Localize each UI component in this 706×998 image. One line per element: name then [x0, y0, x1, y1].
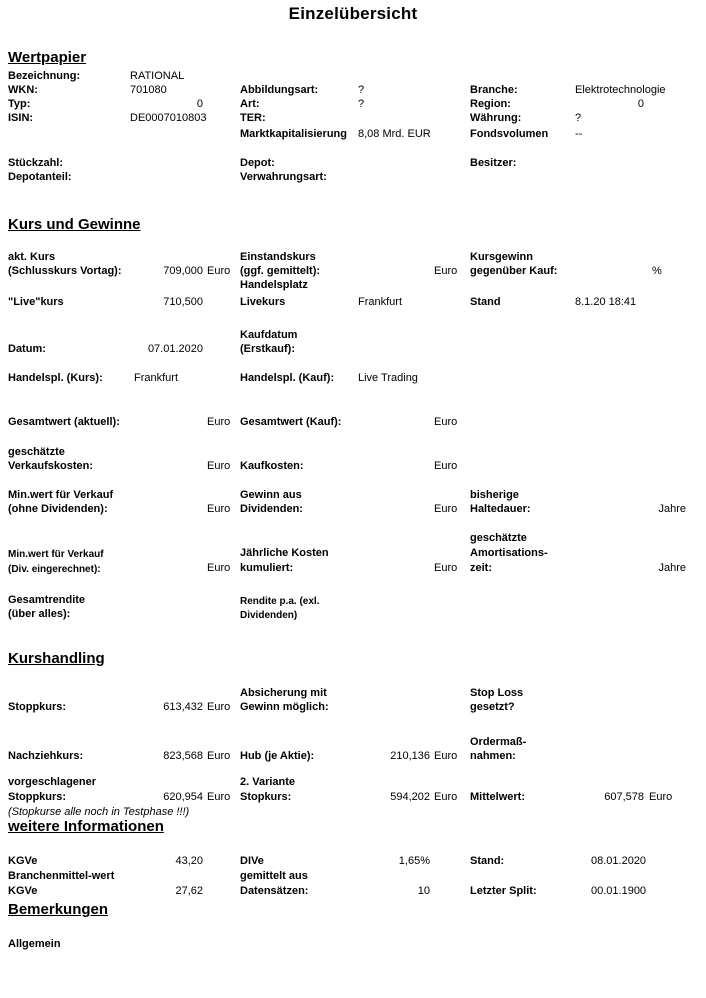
stoppkurs-value: 613,432: [163, 701, 203, 713]
livekurs-platz-value: Frankfurt: [358, 296, 403, 308]
verkaufskosten-label-2: Verkaufskosten:: [8, 460, 93, 472]
einstandskurs-label-2: (ggf. gemittelt):: [240, 265, 321, 277]
livekurs-platz-label: Livekurs: [240, 296, 286, 308]
ter-label: TER:: [240, 112, 266, 124]
marktkapitalisierung-label: Marktkapitalisierung: [240, 128, 347, 140]
mittelwert-value: 607,578: [604, 791, 644, 803]
handelspl-kauf-label: Handelspl. (Kauf):: [240, 372, 335, 384]
typ-label: Typ:: [8, 98, 31, 110]
page-title: Einzelübersicht: [288, 4, 418, 23]
section-heading-weitere-informationen: weitere Informationen: [8, 818, 164, 835]
gemittelt-label-1: gemittelt aus: [240, 870, 308, 882]
stoppkurs-label: Stoppkurs:: [8, 701, 67, 713]
datum-value: 07.01.2020: [147, 343, 203, 355]
jaehrliche-kosten-label-2: kumuliert:: [240, 562, 294, 574]
branche-value: Elektrotechnologie: [575, 84, 666, 96]
depot-label: Depot:: [240, 157, 275, 169]
gewinn-dividenden-label-1: Gewinn aus: [240, 489, 302, 501]
handelspl-kurs-label: Handelspl. (Kurs):: [8, 372, 103, 384]
nachziehkurs-label: Nachziehkurs:: [8, 750, 84, 762]
stand-value: 8.1.20 18:41: [575, 296, 637, 308]
wkn-label: WKN:: [8, 84, 38, 96]
letzter-split-label: Letzter Split:: [470, 885, 537, 897]
absicherung-label-1: Absicherung mit: [240, 687, 327, 699]
waehrung-label: Währung:: [470, 112, 522, 124]
gemittelt-label-2: Datensätzen:: [240, 885, 309, 897]
bezeichnung-value: RATIONAL: [130, 70, 185, 82]
hub-label: Hub (je Aktie):: [240, 750, 315, 762]
abbildungsart-label: Abbildungsart:: [240, 84, 319, 96]
handelsplatz-label: Handelsplatz: [240, 279, 308, 291]
akt-kurs-unit: Euro: [207, 265, 231, 277]
minwert1-label-2: (ohne Dividenden):: [8, 503, 108, 515]
verkaufskosten-unit: Euro: [207, 460, 231, 472]
wkn-value: 701080: [130, 84, 167, 96]
mittelwert-label: Mittelwert:: [470, 791, 525, 803]
ordermassnahmen-label-1: Ordermaß-: [470, 736, 527, 748]
gesamtwert-kauf-label: Gesamtwert (Kauf):: [240, 416, 342, 428]
section-heading-wertpapier: Wertpapier: [8, 49, 87, 66]
allgemein-subheading: Allgemein: [8, 938, 61, 950]
variante2-value: 594,202: [390, 791, 430, 803]
abbildungsart-value: ?: [358, 84, 365, 96]
gemittelt-value: 10: [417, 885, 430, 897]
akt-kurs-label-1: akt. Kurs: [8, 251, 56, 263]
datum-label: Datum:: [8, 343, 46, 355]
stueckzahl-label: Stückzahl:: [8, 157, 64, 169]
region-value: 0: [637, 98, 644, 110]
kgve-value: 43,20: [175, 855, 203, 867]
besitzer-label: Besitzer:: [470, 157, 517, 169]
vorgeschlagener-unit: Euro: [207, 791, 231, 803]
haltedauer-label-1: bisherige: [470, 489, 519, 501]
minwert2-unit: Euro: [207, 562, 231, 574]
amortisation-label-2: Amortisations-: [470, 547, 548, 559]
einstandskurs-unit: Euro: [434, 265, 458, 277]
kaufdatum-label-2: (Erstkauf):: [240, 343, 296, 355]
isin-value: DE0007010803: [130, 112, 207, 124]
art-value: ?: [358, 98, 365, 110]
minwert1-unit: Euro: [207, 503, 231, 515]
nachziehkurs-unit: Euro: [207, 750, 231, 762]
hub-unit: Euro: [434, 750, 458, 762]
verwahrungsart-label: Verwahrungsart:: [240, 171, 327, 183]
gesamtrendite-label-2: (über alles):: [8, 608, 71, 620]
amortisation-label-3: zeit:: [470, 562, 492, 574]
vorgeschlagener-label-2: Stoppkurs:: [8, 791, 67, 803]
gesamtwert-aktuell-unit: Euro: [207, 416, 231, 428]
absicherung-label-2: Gewinn möglich:: [240, 701, 329, 713]
branche-label: Branche:: [470, 84, 518, 96]
akt-kurs-label-2: (Schlusskurs Vortag):: [8, 265, 122, 277]
verkaufskosten-label-1: geschätzte: [8, 446, 65, 458]
kaufkosten-unit: Euro: [434, 460, 458, 472]
rendite-pa-label-1: Rendite p.a. (exl.: [240, 596, 320, 607]
livekurs-label: "Live"kurs: [8, 296, 64, 308]
gesamtwert-aktuell-label: Gesamtwert (aktuell):: [8, 416, 120, 428]
testphase-note: (Stopkurse alle noch in Testphase !!!): [8, 806, 190, 818]
section-heading-bemerkungen: Bemerkungen: [8, 901, 109, 918]
minwert2-label-1: Min.wert für Verkauf: [8, 549, 104, 560]
gesamtwert-kauf-unit: Euro: [434, 416, 458, 428]
region-label: Region:: [470, 98, 511, 110]
haltedauer-unit: Jahre: [658, 503, 686, 515]
haltedauer-label-2: Haltedauer:: [470, 503, 531, 515]
amortisation-unit: Jahre: [658, 562, 686, 574]
gesamtrendite-label-1: Gesamtrendite: [8, 594, 86, 606]
stand-label: Stand: [470, 296, 501, 308]
livekurs-value: 710,500: [163, 296, 203, 308]
variante2-label-1: 2. Variante: [240, 776, 296, 788]
kursgewinn-label-2: gegenüber Kauf:: [470, 265, 558, 277]
handelspl-kauf-value: Live Trading: [358, 372, 418, 384]
jaehrliche-kosten-unit: Euro: [434, 562, 458, 574]
kaufkosten-label: Kaufkosten:: [240, 460, 304, 472]
gewinn-dividenden-unit: Euro: [434, 503, 458, 515]
akt-kurs-value: 709,000: [163, 265, 203, 277]
fondsvolumen-label: Fondsvolumen: [470, 128, 549, 140]
marktkapitalisierung-value: 8,08 Mrd. EUR: [358, 128, 431, 140]
stoppkurs-unit: Euro: [207, 701, 231, 713]
kgve-label: KGVe: [8, 855, 38, 867]
depotanteil-label: Depotanteil:: [8, 171, 72, 183]
vorgeschlagener-value: 620,954: [163, 791, 203, 803]
hub-value: 210,136: [390, 750, 430, 762]
mittelwert-unit: Euro: [649, 791, 673, 803]
rendite-pa-label-2: Dividenden): [240, 610, 298, 621]
art-label: Art:: [240, 98, 260, 110]
variante2-label-2: Stopkurs:: [240, 791, 292, 803]
amortisation-label-1: geschätzte: [470, 532, 527, 544]
minwert1-label-1: Min.wert für Verkauf: [8, 489, 114, 501]
einstandskurs-label-1: Einstandskurs: [240, 251, 316, 263]
vorgeschlagener-label-1: vorgeschlagener: [8, 776, 97, 788]
gewinn-dividenden-label-2: Dividenden:: [240, 503, 303, 515]
jaehrliche-kosten-label-1: Jährliche Kosten: [240, 547, 329, 559]
handelspl-kurs-value: Frankfurt: [134, 372, 179, 384]
kursgewinn-label-1: Kursgewinn: [470, 251, 533, 263]
fondsvolumen-value: --: [575, 128, 583, 140]
ordermassnahmen-label-2: nahmen:: [470, 750, 516, 762]
nachziehkurs-value: 823,568: [163, 750, 203, 762]
variante2-unit: Euro: [434, 791, 458, 803]
kursgewinn-unit: %: [652, 265, 662, 277]
minwert2-label-2: (Div. eingerechnet):: [8, 564, 101, 575]
dive-value: 1,65%: [398, 855, 430, 867]
kaufdatum-label-1: Kaufdatum: [240, 329, 298, 341]
isin-label: ISIN:: [8, 112, 34, 124]
section-heading-kurs-und-gewinne: Kurs und Gewinne: [8, 216, 141, 233]
stoploss-label-1: Stop Loss: [470, 687, 524, 699]
stand2-value: 08.01.2020: [591, 855, 647, 867]
bezeichnung-label: Bezeichnung:: [8, 70, 81, 82]
branchenmittel-value: 27,62: [175, 885, 203, 897]
branchenmittel-label-2: KGVe: [8, 885, 38, 897]
stand2-label: Stand:: [470, 855, 505, 867]
waehrung-value: ?: [575, 112, 582, 124]
typ-value: 0: [196, 98, 203, 110]
stoploss-label-2: gesetzt?: [470, 701, 515, 713]
section-heading-kurshandling: Kurshandling: [8, 650, 105, 667]
dive-label: DIVe: [240, 855, 264, 867]
letzter-split-value: 00.01.1900: [591, 885, 647, 897]
branchenmittel-label-1: Branchenmittel-wert: [8, 870, 115, 882]
